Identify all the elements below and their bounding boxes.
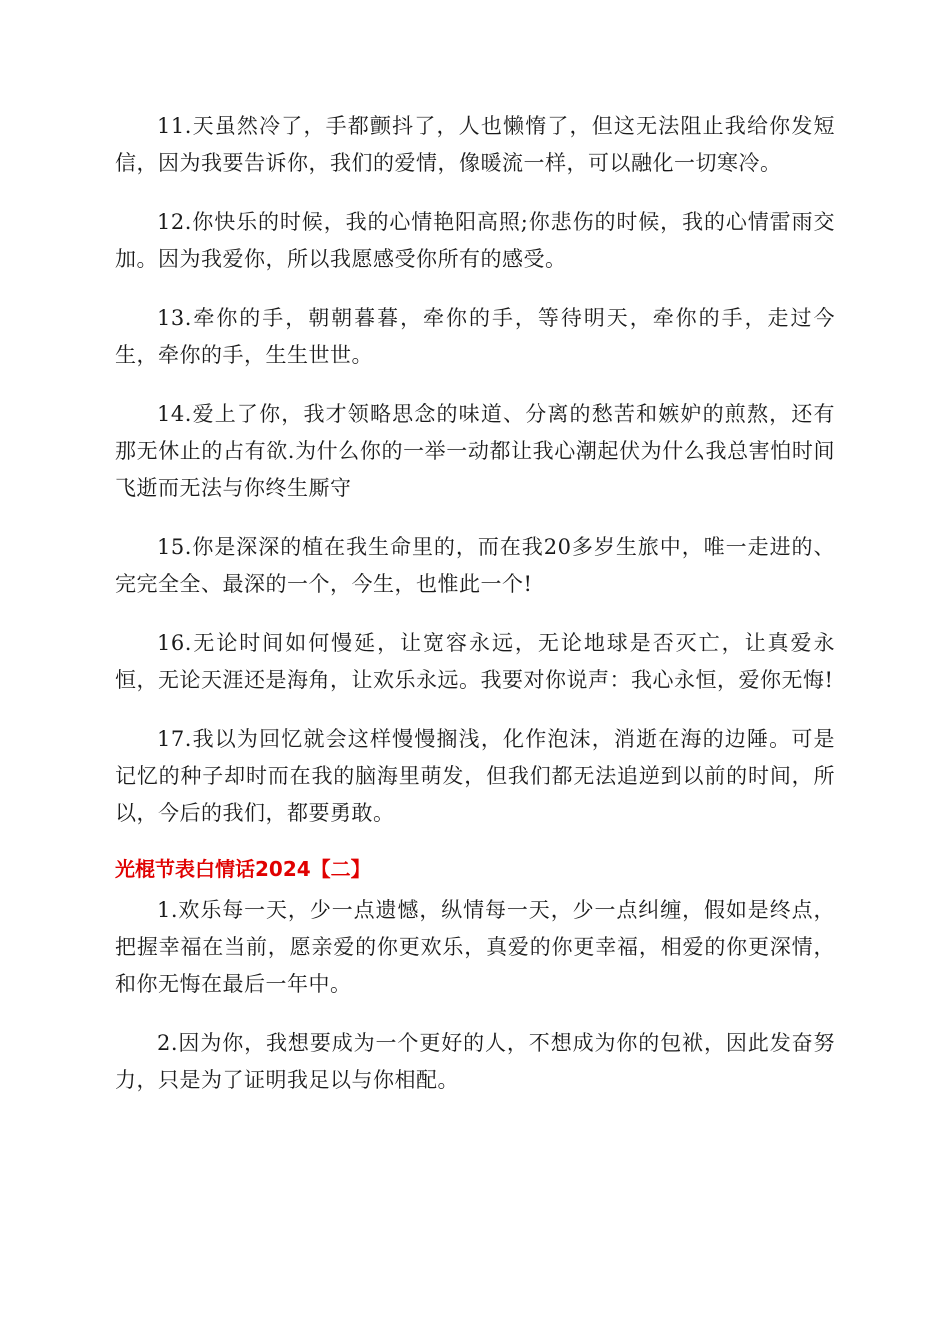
paragraph-11: 11.天虽然冷了，手都颤抖了，人也懒惰了，但这无法阻止我给你发短信，因为我要告诉你，我们的爱情，像暖流一样，可以融化一切寒冷。 [115,114,835,175]
section-heading: 光棍节表白情话2024【二】 [115,857,371,881]
paragraph-16: 16.无论时间如何慢延，让宽容永远，无论地球是否灭亡，让真爱永恒，无论天涯还是海角，让欢乐永远。我要对你说声：我心永恒，爱你无悔! [115,631,835,692]
paragraph-17: 17.我以为回忆就会这样慢慢搁浅，化作泡沫，消逝在海的边陲。可是记忆的种子却时而在我的脑海里萌发，但我们都无法追逆到以前的时间，所以，今后的我们，都要勇敢。 [115,727,835,825]
paragraph-12: 12.你快乐的时候，我的心情艳阳高照;你悲伤的时候，我的心情雷雨交加。因为我爱你，所以我愿感受你所有的感受。 [115,210,835,271]
paragraph-14: 14.爱上了你，我才领略思念的味道、分离的愁苦和嫉妒的煎熬，还有那无休止的占有欲.为什么你的一举一动都让我心潮起伏为什么我总害怕时间飞逝而无法与你终生厮守 [115,402,835,500]
document-page [115,108,835,1121]
paragraph-15: 15.你是深深的植在我生命里的，而在我20多岁生旅中，唯一走进的、完完全全、最深的一个，今生，也惟此一个! [115,535,835,596]
paragraph-2-1: 1.欢乐每一天，少一点遗憾，纵情每一天，少一点纠缠，假如是终点，把握幸福在当前，愿亲爱的你更欢乐，真爱的你更幸福，相爱的你更深情，和你无悔在最后一年中。 [115,898,835,996]
paragraph-2-2: 2.因为你，我想要成为一个更好的人，不想成为你的包袱，因此发奋努力，只是为了证明我足以与你相配。 [115,1031,835,1092]
paragraph-13: 13.牵你的手，朝朝暮暮，牵你的手，等待明天，牵你的手，走过今生，牵你的手，生生世世。 [115,306,835,367]
